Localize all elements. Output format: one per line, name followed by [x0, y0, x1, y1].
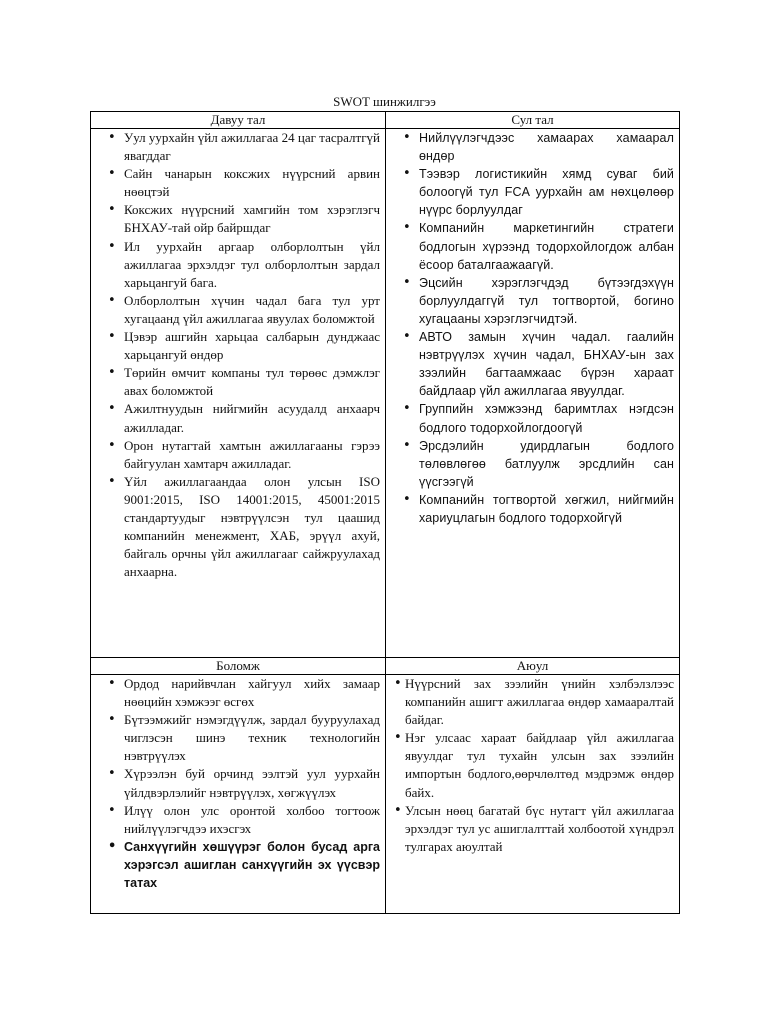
strengths-list: [96, 129, 380, 581]
table-header-row: [91, 112, 680, 129]
list-item: • Эцсийн хэрэглэгчдэд бүтээгдэхүүн борлуулдаггүй тул тогтвортой, богино хугацааны хэрэглэгчидтэй.: [391, 274, 674, 328]
list-item: • Илүү олон улс оронтой холбоо тогтоож нийлүүлэгчдээ ихэсгэх: [96, 802, 380, 838]
list-item: • Эрсдэлийн удирдлагын бодлого төлөвлөгөө батлуулж эрсдлийн сан үүсгээгүй: [391, 437, 674, 491]
list-item: • Коксжих нүүрсний хамгийн том хэрэглэгч БНХАУ-тай ойр байршдаг: [96, 201, 380, 237]
list-item: • Бүтээмжийг нэмэгдүүлж, зардал бууруулахад чиглэсэн шинэ техник технологийн нэвтрүүлэх: [96, 711, 380, 765]
list-item: • Олборлолтын хүчин чадал бага тул урт хугацаанд үйл ажиллагаа явуулах боломжтой: [96, 292, 380, 328]
strengths-cell: [91, 129, 386, 658]
table-row: [91, 675, 680, 914]
list-item: • Цэвэр ашгийн харьцаа салбарын дунджаас харьцангуй өндөр: [96, 328, 380, 364]
table-row: [91, 129, 680, 658]
list-item: • Компанийн маркетингийн стратеги бодлогын хүрээнд тодорхойлогдож албан ёсоор баталгаажаагүй.: [391, 219, 674, 273]
list-item: • Нэг улсаас хараат байдлаар үйл ажиллагаа явуулдаг тул тухайн улсын зах зээлийн импортын бодлого,өөрчлөлтөд мэдрэмж өндөр байх.: [391, 729, 674, 801]
list-item: • Сайн чанарын коксжих нүүрсний арвин нөөцтэй: [96, 165, 380, 201]
list-item: • Компанийн тогтвортой хөгжил, нийгмийн хариуцлагын бодлого тодорхойгүй: [391, 491, 674, 527]
list-item: • Хүрээлэн буй орчинд ээлтэй уул уурхайн үйлдвэрлэлийг нэвтрүүлэх, хөгжүүлэх: [96, 765, 380, 801]
table-header-row: [91, 658, 680, 675]
list-item: • Ажилтнуудын нийгмийн асуудалд анхаарч ажилладаг.: [96, 400, 380, 436]
list-item: • Уул уурхайн үйл ажиллагаа 24 цаг тасралтгүй явагддаг: [96, 129, 380, 165]
list-item: • Группийн хэмжээнд баримтлах нэгдсэн бодлого тодорхойлогдоогүй: [391, 400, 674, 436]
threats-list: [391, 675, 674, 856]
list-item: • Ордод нарийвчлан хайгуул хийх замаар нөөцийн хэмжээг өсгөх: [96, 675, 380, 711]
list-item: • Нүүрсний зах зээлийн үнийн хэлбэлзлээс компанийн ашигт ажиллагаа өндөр хамааралтай байдаг.: [391, 675, 674, 729]
strengths-header: Давуу тал: [91, 112, 386, 129]
list-item: • Тээвэр логистикийн хямд суваг бий болоогүй тул FCA уурхайн ам нөхцөлөөр нүүрс борлуулдаг: [391, 165, 674, 219]
opportunities-header: Боломж: [91, 658, 386, 675]
opportunities-cell: [91, 675, 386, 914]
document-title: SWOT шинжилгээ: [333, 94, 436, 109]
weaknesses-cell: [386, 129, 680, 658]
opportunities-list: [96, 675, 380, 892]
list-item: • Улсын нөөц багатай бүс нутагт үйл ажиллагаа эрхэлдэг тул ус ашиглалттай холбоотой хүндрэл тулгарах аюултай: [391, 802, 674, 856]
list-item: • Төрийн өмчит компаны тул төрөөс дэмжлэг авах боломжтой: [96, 364, 380, 400]
threats-header: Аюул: [386, 658, 680, 675]
swot-table: [90, 111, 680, 914]
list-item: • Нийлүүлэгчдээс хамаарах хамаарал өндөр: [391, 129, 674, 165]
list-item: • Орон нутагтай хамтын ажиллагааны гэрээ байгуулан хамтарч ажилладаг.: [96, 437, 380, 473]
list-item: • Ил уурхайн аргаар олборлолтын үйл ажиллагаа эрхэлдэг тул олборлолтын зардал харьцангуй бага.: [96, 238, 380, 292]
weaknesses-list: [391, 129, 674, 527]
list-item: • Санхүүгийн хөшүүрэг болон бусад арга хэрэгсэл ашиглан санхүүгийн эх үүсвэр татах: [96, 838, 380, 892]
threats-cell: [386, 675, 680, 914]
list-item: • АВТО замын хүчин чадал. гаалийн нэвтрүүлэх хүчин чадал, БНХАУ-ын зах зээлийн багтаамжаас бүрэн хараат байдлаар үйл ажиллагаа явуулдаг.: [391, 328, 674, 400]
list-item: • Үйл ажиллагаандаа олон улсын ISO 9001:2015, ISO 14001:2015, 45001:2015 стандартуудыг нэвтрүүлсэн тул цаашид компанийн менежмент, ХАБ, эрүүл ахуй, байгаль орчны үйл ажиллагааг сайжруулахад анхаарна.: [96, 473, 380, 582]
weaknesses-header: Сул тал: [386, 112, 680, 129]
